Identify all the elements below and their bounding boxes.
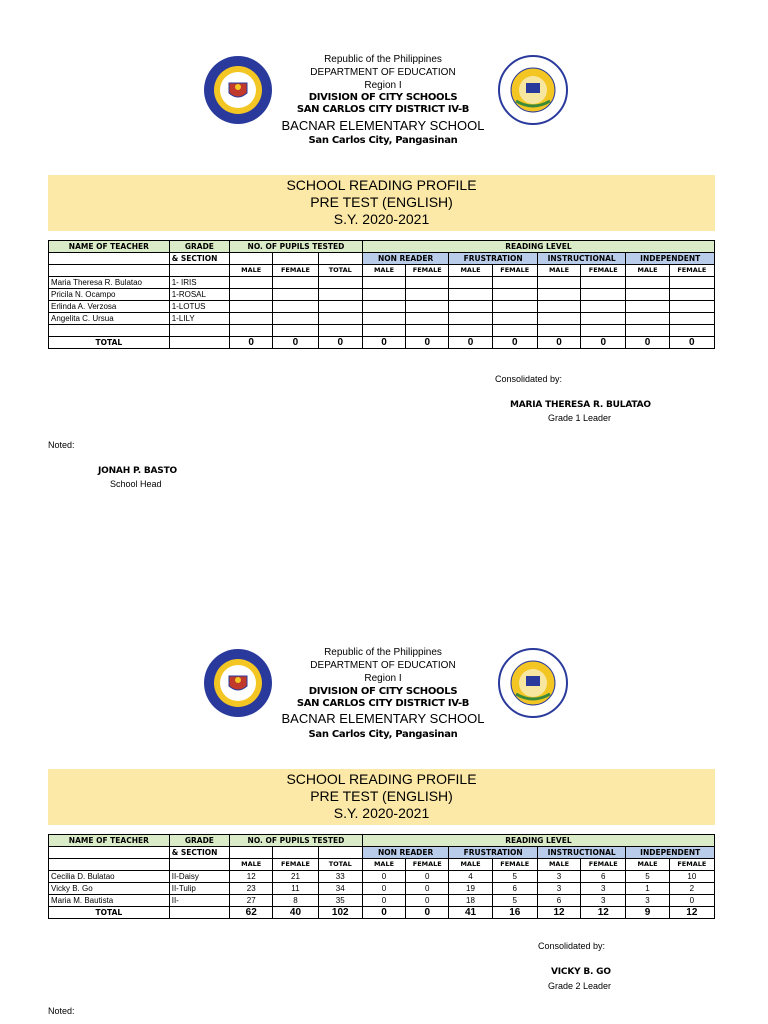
cell-value: 0 bbox=[406, 871, 449, 883]
total-value: 12 bbox=[581, 907, 626, 919]
col-teacher: NAME OF TEACHER bbox=[49, 835, 170, 847]
consolidator-role: Grade 2 Leader bbox=[548, 981, 612, 991]
teacher-name: Angelita C. Ursua bbox=[49, 313, 170, 325]
region-line: Region I bbox=[364, 673, 402, 684]
col-grade: GRADE bbox=[169, 835, 229, 847]
col-frustration: FRUSTRATION bbox=[449, 847, 538, 859]
cell-value: 8 bbox=[273, 895, 318, 907]
cell-value: 0 bbox=[406, 895, 449, 907]
col-tested: NO. OF PUPILS TESTED bbox=[230, 835, 363, 847]
table-row bbox=[49, 301, 715, 313]
col-male: MALE bbox=[230, 859, 273, 871]
cell-value: 3 bbox=[581, 883, 626, 895]
col-male: MALE bbox=[626, 265, 669, 277]
region-line: Region I bbox=[364, 80, 402, 91]
total-label: TOTAL bbox=[49, 337, 170, 349]
cell-value: 3 bbox=[581, 895, 626, 907]
total-label: TOTAL bbox=[49, 907, 170, 919]
table-row bbox=[49, 313, 715, 325]
cell-value: 5 bbox=[492, 895, 537, 907]
city-line: San Carlos City, Pangasinan bbox=[308, 729, 458, 740]
col-female: FEMALE bbox=[581, 265, 626, 277]
school-head-role: School Head bbox=[110, 479, 162, 489]
teacher-name: Pricila N. Ocampo bbox=[49, 289, 170, 301]
col-section: & SECTION bbox=[169, 253, 229, 265]
total-value: 16 bbox=[492, 907, 537, 919]
teacher-name: Vicky B. Go bbox=[49, 883, 170, 895]
cell-value: 0 bbox=[362, 871, 405, 883]
col-non-reader: NON READER bbox=[362, 253, 449, 265]
total-value: 0 bbox=[406, 907, 449, 919]
cell-value: 3 bbox=[537, 871, 580, 883]
total-value: 0 bbox=[362, 337, 405, 349]
consolidator-role: Grade 1 Leader bbox=[548, 413, 612, 423]
city-line: San Carlos City, Pangasinan bbox=[308, 135, 458, 146]
total-value: 0 bbox=[537, 337, 580, 349]
noted-label: Noted: bbox=[48, 440, 75, 450]
title-line3: S.Y. 2020-2021 bbox=[333, 805, 430, 821]
cell-value: 0 bbox=[669, 895, 714, 907]
section-name: II-Tulip bbox=[169, 883, 229, 895]
cell-value: 18 bbox=[449, 895, 492, 907]
section-name: 1-LOTUS bbox=[169, 301, 229, 313]
teacher-name: Maria M. Bautista bbox=[49, 895, 170, 907]
total-value: 41 bbox=[449, 907, 492, 919]
col-male: MALE bbox=[362, 859, 405, 871]
cell-value: 4 bbox=[449, 871, 492, 883]
title-line3: S.Y. 2020-2021 bbox=[333, 211, 430, 227]
cell-value: 3 bbox=[537, 883, 580, 895]
teacher-name: Cecilia D. Bulatao bbox=[49, 871, 170, 883]
cell-value: 10 bbox=[669, 871, 714, 883]
cell-value: 11 bbox=[273, 883, 318, 895]
col-total: TOTAL bbox=[318, 859, 362, 871]
cell-value: 2 bbox=[669, 883, 714, 895]
cell-value: 1 bbox=[626, 883, 669, 895]
col-female: FEMALE bbox=[273, 265, 318, 277]
section-name: II-Daisy bbox=[169, 871, 229, 883]
total-value: 9 bbox=[626, 907, 669, 919]
table-row bbox=[49, 883, 715, 895]
total-value: 0 bbox=[230, 337, 273, 349]
school-name: BACNAR ELEMENTARY SCHOOL bbox=[281, 711, 485, 726]
deped-line: DEPARTMENT OF EDUCATION bbox=[310, 660, 456, 671]
table-row bbox=[49, 895, 715, 907]
consolidated-label: Consolidated by: bbox=[495, 374, 563, 384]
section-name: 1-LILY bbox=[169, 313, 229, 325]
district-line: SAN CARLOS CITY DISTRICT IV-B bbox=[296, 698, 470, 709]
cell-value: 12 bbox=[230, 871, 273, 883]
cell-value: 6 bbox=[537, 895, 580, 907]
cell-value: 35 bbox=[318, 895, 362, 907]
section-name: 1-ROSAL bbox=[169, 289, 229, 301]
col-frustration: FRUSTRATION bbox=[449, 253, 538, 265]
table-row bbox=[49, 277, 715, 289]
cell-value: 6 bbox=[581, 871, 626, 883]
cell-value: 27 bbox=[230, 895, 273, 907]
col-male: MALE bbox=[626, 859, 669, 871]
col-independent: INDEPENDENT bbox=[626, 253, 715, 265]
table-row bbox=[49, 289, 715, 301]
division-line: DIVISION OF CITY SCHOOLS bbox=[308, 686, 458, 697]
cell-value: 34 bbox=[318, 883, 362, 895]
teacher-name: Maria Theresa R. Bulatao bbox=[49, 277, 170, 289]
total-value: 62 bbox=[230, 907, 273, 919]
title-band-1 bbox=[48, 175, 715, 231]
teacher-name: Erlinda A. Verzosa bbox=[49, 301, 170, 313]
col-total: TOTAL bbox=[318, 265, 362, 277]
total-value: 0 bbox=[273, 337, 318, 349]
title-line1: SCHOOL READING PROFILE bbox=[286, 177, 477, 193]
total-value: 0 bbox=[626, 337, 669, 349]
total-value: 0 bbox=[449, 337, 492, 349]
cell-value: 21 bbox=[273, 871, 318, 883]
total-value: 0 bbox=[362, 907, 405, 919]
table-row bbox=[49, 871, 715, 883]
consolidated-label: Consolidated by: bbox=[538, 941, 606, 951]
col-independent: INDEPENDENT bbox=[626, 847, 715, 859]
title-line2: PRE TEST (ENGLISH) bbox=[310, 788, 453, 804]
col-grade: GRADE bbox=[169, 241, 229, 253]
profile-table-2 bbox=[48, 834, 715, 919]
total-value: 0 bbox=[406, 337, 449, 349]
district-line: SAN CARLOS CITY DISTRICT IV-B bbox=[296, 104, 470, 115]
col-male: MALE bbox=[537, 859, 580, 871]
cell-value: 33 bbox=[318, 871, 362, 883]
school-head-name: JONAH P. BASTO bbox=[98, 466, 177, 476]
republic-line: Republic of the Philippines bbox=[324, 647, 442, 658]
col-teacher: NAME OF TEACHER bbox=[49, 241, 170, 253]
deped-line: DEPARTMENT OF EDUCATION bbox=[310, 67, 456, 78]
profile-table-1 bbox=[48, 240, 715, 349]
cell-value: 3 bbox=[626, 895, 669, 907]
col-section: & SECTION bbox=[169, 847, 229, 859]
col-male: MALE bbox=[362, 265, 405, 277]
noted-label: Noted: bbox=[48, 1006, 75, 1016]
total-value: 0 bbox=[669, 337, 714, 349]
cell-value: 5 bbox=[626, 871, 669, 883]
col-male: MALE bbox=[449, 859, 492, 871]
consolidator-name: VICKY B. GO bbox=[551, 967, 611, 977]
col-female: FEMALE bbox=[406, 265, 449, 277]
total-value: 102 bbox=[318, 907, 362, 919]
cell-value: 0 bbox=[406, 883, 449, 895]
section-name: II- bbox=[169, 895, 229, 907]
cell-value: 0 bbox=[362, 883, 405, 895]
col-male: MALE bbox=[230, 265, 273, 277]
table-row bbox=[49, 325, 715, 337]
col-female: FEMALE bbox=[406, 859, 449, 871]
title-band-2 bbox=[48, 769, 715, 825]
cell-value: 6 bbox=[492, 883, 537, 895]
col-male: MALE bbox=[449, 265, 492, 277]
cell-value: 19 bbox=[449, 883, 492, 895]
title-line2: PRE TEST (ENGLISH) bbox=[310, 194, 453, 210]
col-tested: NO. OF PUPILS TESTED bbox=[230, 241, 363, 253]
cell-value: 23 bbox=[230, 883, 273, 895]
school-name: BACNAR ELEMENTARY SCHOOL bbox=[281, 118, 485, 133]
total-value: 0 bbox=[581, 337, 626, 349]
col-instructional: INSTRUCTIONAL bbox=[537, 253, 626, 265]
title-line1: SCHOOL READING PROFILE bbox=[286, 771, 477, 787]
total-row bbox=[49, 337, 715, 349]
total-row bbox=[49, 907, 715, 919]
consolidator-name: MARIA THERESA R. BULATAO bbox=[510, 400, 651, 410]
total-value: 40 bbox=[273, 907, 318, 919]
col-instructional: INSTRUCTIONAL bbox=[537, 847, 626, 859]
cell-value: 5 bbox=[492, 871, 537, 883]
republic-line: Republic of the Philippines bbox=[324, 54, 442, 65]
col-female: FEMALE bbox=[273, 859, 318, 871]
col-male: MALE bbox=[537, 265, 580, 277]
col-female: FEMALE bbox=[492, 265, 537, 277]
total-value: 12 bbox=[669, 907, 714, 919]
cell-value: 0 bbox=[362, 895, 405, 907]
col-female: FEMALE bbox=[669, 265, 714, 277]
col-non-reader: NON READER bbox=[362, 847, 449, 859]
col-female: FEMALE bbox=[581, 859, 626, 871]
col-female: FEMALE bbox=[492, 859, 537, 871]
total-value: 0 bbox=[318, 337, 362, 349]
division-line: DIVISION OF CITY SCHOOLS bbox=[308, 92, 458, 103]
total-value: 12 bbox=[537, 907, 580, 919]
col-reading-level: READING LEVEL bbox=[362, 835, 714, 847]
col-reading-level: READING LEVEL bbox=[362, 241, 714, 253]
section-name: 1- IRIS bbox=[169, 277, 229, 289]
total-value: 0 bbox=[492, 337, 537, 349]
col-female: FEMALE bbox=[669, 859, 714, 871]
